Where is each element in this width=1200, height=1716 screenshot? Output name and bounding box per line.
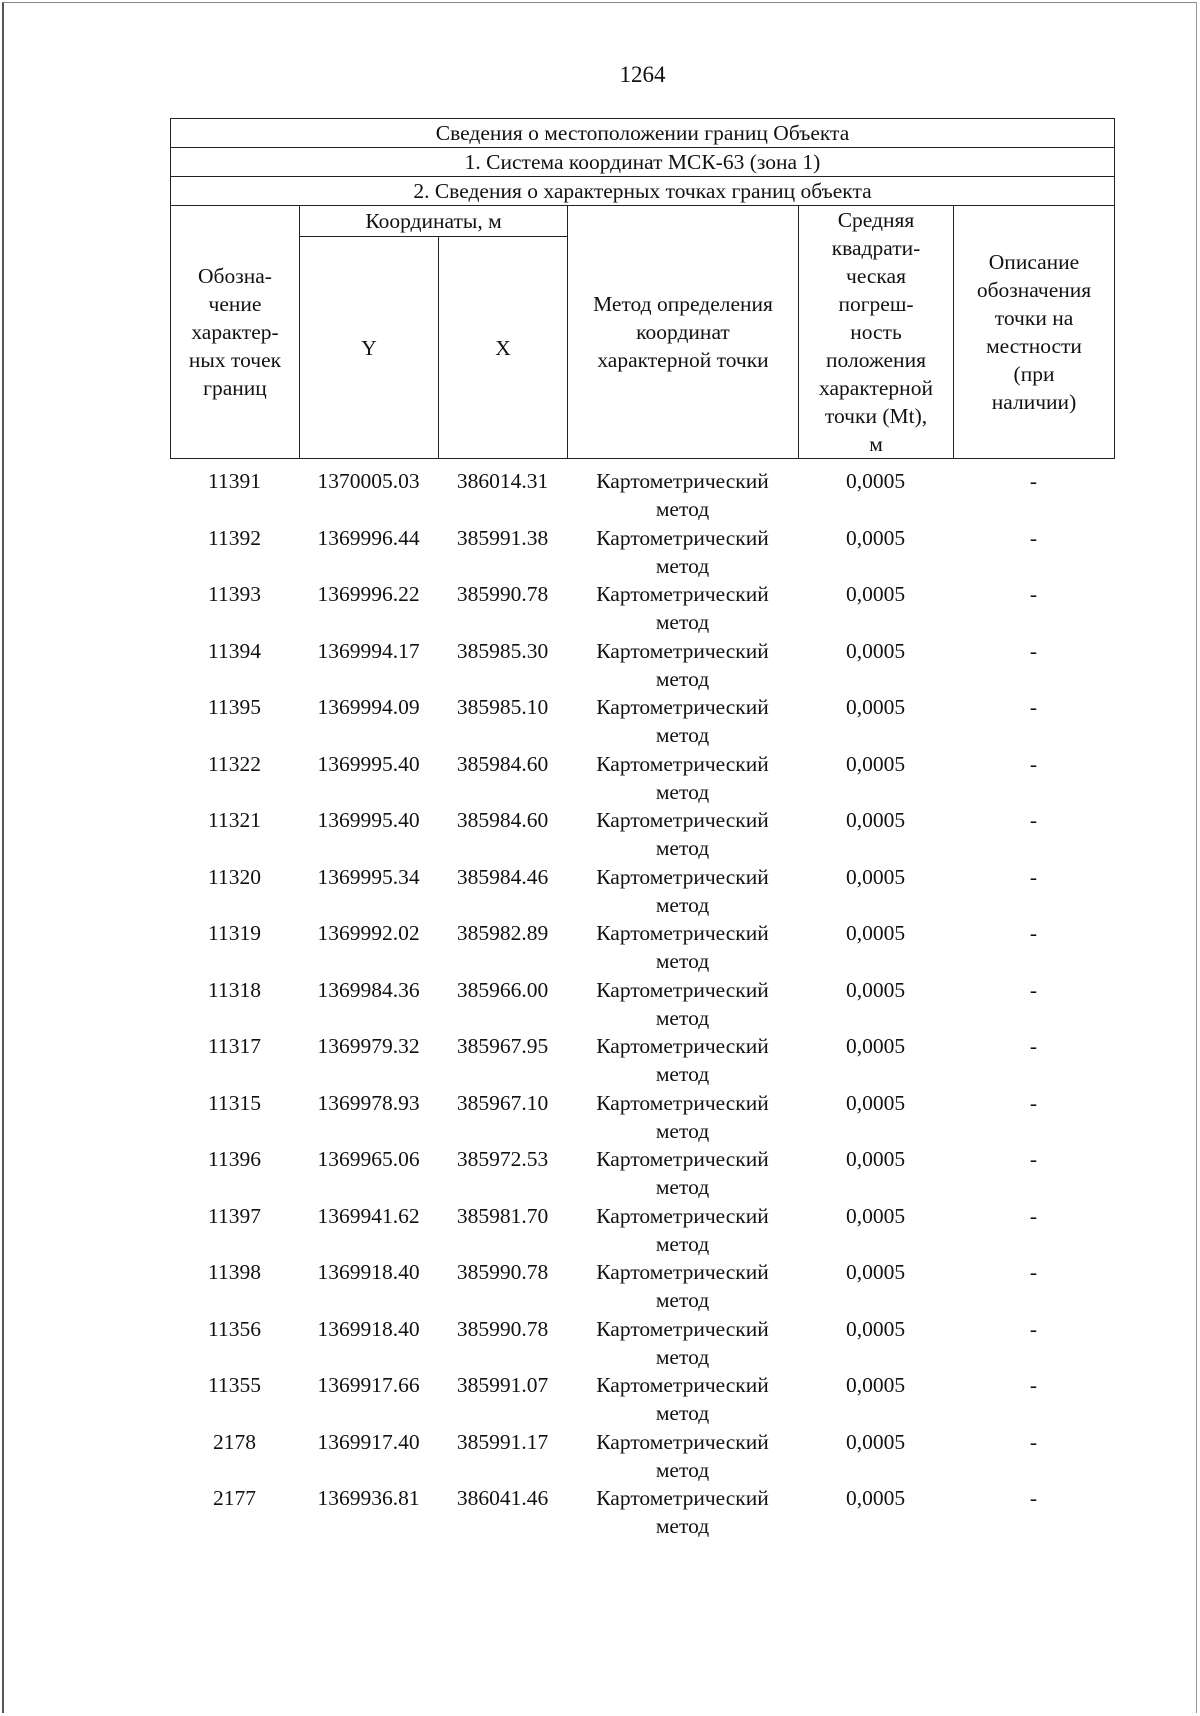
method-line: метод — [655, 1457, 710, 1482]
method-line: метод — [655, 1175, 710, 1199]
y-coordinate-cell: 1369965.06 — [317, 1147, 420, 1171]
method-line: Картометрический — [596, 525, 769, 550]
method-line: метод — [655, 610, 710, 634]
x-coordinate-cell: 385982.89 — [456, 921, 549, 945]
point-id-cell: 11320 — [208, 864, 261, 889]
method-line: Картометрический — [596, 1429, 769, 1454]
header-method-line: Метод определения — [593, 292, 773, 316]
error-cell: 0,0005 — [845, 1260, 906, 1284]
method-line: метод — [655, 1288, 710, 1312]
description-cell: - — [1029, 1373, 1038, 1397]
y-coordinate-cell: 1369996.44 — [317, 525, 420, 550]
method-cell — [567, 1089, 798, 1146]
table-row — [170, 1484, 1114, 1541]
header-error — [799, 206, 954, 459]
header-method-line: характерной точки — [597, 348, 769, 372]
method-line: Картометрический — [596, 864, 769, 889]
error-cell: 0,0005 — [845, 808, 906, 832]
point-id-cell: 11321 — [208, 808, 261, 832]
x-coordinate-cell: 385984.60 — [456, 808, 549, 832]
method-cell — [567, 637, 798, 694]
method-line: Картометрический — [596, 977, 769, 1002]
method-cell — [567, 1145, 798, 1202]
x-coordinate-cell: 385985.10 — [456, 695, 549, 719]
header-point-id — [171, 206, 300, 459]
header-description-line: наличии) — [991, 390, 1077, 414]
method-line: Картометрический — [596, 751, 769, 776]
error-cell: 0,0005 — [845, 1429, 906, 1454]
description-cell: - — [1029, 582, 1038, 606]
header-coordinates: Координаты, м — [300, 206, 568, 237]
description-cell: - — [1029, 1203, 1038, 1228]
y-coordinate-cell: 1369992.02 — [317, 921, 420, 945]
header-error-line: характерной — [819, 376, 933, 400]
method-cell — [567, 919, 798, 976]
method-line: метод — [655, 497, 710, 521]
header-error-line: точки (Mt), — [824, 404, 928, 428]
table-row — [170, 1371, 1114, 1428]
method-cell — [567, 467, 798, 524]
y-coordinate-cell: 1369995.40 — [317, 751, 420, 776]
page-number: 1264 — [619, 62, 666, 87]
error-cell: 0,0005 — [845, 1486, 906, 1510]
point-id-cell: 11355 — [208, 1373, 261, 1397]
method-cell — [567, 863, 798, 920]
table-row — [170, 806, 1114, 863]
method-cell — [567, 1315, 798, 1372]
method-cell — [567, 1202, 798, 1259]
method-line: метод — [655, 1062, 710, 1086]
method-line: Картометрический — [596, 1090, 769, 1115]
header-x: X — [439, 237, 568, 459]
method-cell — [567, 976, 798, 1033]
points-table — [170, 467, 1114, 1541]
method-cell — [567, 1428, 798, 1485]
method-line: метод — [655, 892, 710, 917]
method-line: Картометрический — [596, 808, 769, 832]
point-id-cell: 11356 — [208, 1316, 261, 1341]
description-cell: - — [1029, 1429, 1038, 1454]
header-error-line: м — [869, 432, 883, 456]
x-coordinate-cell: 385984.46 — [456, 864, 549, 889]
y-coordinate-cell: 1369918.40 — [317, 1316, 420, 1341]
error-cell: 0,0005 — [845, 695, 906, 719]
header-y: Y — [300, 237, 439, 459]
description-cell: - — [1029, 469, 1038, 493]
table-row — [170, 580, 1114, 637]
method-line: метод — [655, 1118, 710, 1143]
point-id-cell: 11394 — [208, 638, 261, 663]
points-table-body — [170, 467, 1114, 1541]
y-coordinate-cell: 1369995.34 — [317, 864, 420, 889]
method-line: метод — [655, 1231, 710, 1256]
description-cell: - — [1029, 1034, 1038, 1058]
y-coordinate-cell: 1369918.40 — [317, 1260, 420, 1284]
header-description-line: (при — [1013, 362, 1055, 386]
method-cell — [567, 1258, 798, 1315]
method-cell — [567, 1484, 798, 1541]
table-row — [170, 919, 1114, 976]
point-id-cell: 11398 — [208, 1260, 261, 1284]
y-coordinate-cell: 1369979.32 — [317, 1034, 420, 1058]
x-coordinate-cell: 385966.00 — [456, 977, 549, 1002]
method-line: Картометрический — [596, 1260, 769, 1284]
error-cell: 0,0005 — [845, 921, 906, 945]
description-cell: - — [1029, 751, 1038, 776]
header-point-id-line: Обозна- — [198, 264, 272, 288]
description-cell: - — [1029, 1486, 1038, 1510]
y-coordinate-cell: 1369917.66 — [317, 1373, 420, 1397]
point-id-cell: 2178 — [213, 1429, 256, 1454]
y-coordinate-cell: 1370005.03 — [317, 469, 420, 493]
description-cell: - — [1029, 1316, 1038, 1341]
description-cell: - — [1029, 977, 1038, 1002]
point-id-cell: 11393 — [208, 582, 261, 606]
header-error-line: ческая — [846, 264, 906, 288]
y-coordinate-cell: 1369978.93 — [317, 1090, 420, 1115]
method-cell — [567, 1032, 798, 1089]
table-row — [170, 1428, 1114, 1485]
method-cell — [567, 1371, 798, 1428]
method-cell — [567, 693, 798, 750]
point-id-cell: 11396 — [208, 1147, 261, 1171]
header-description — [954, 206, 1115, 459]
y-coordinate-cell: 1369995.40 — [317, 808, 420, 832]
y-coordinate-cell: 1369994.09 — [317, 695, 420, 719]
error-cell: 0,0005 — [845, 751, 906, 776]
point-id-cell: 11317 — [208, 1034, 261, 1058]
table-row — [170, 637, 1114, 694]
header-error-line: квадрати- — [831, 236, 921, 260]
description-cell: - — [1029, 638, 1038, 663]
method-line: метод — [655, 1005, 710, 1030]
y-coordinate-cell: 1369936.81 — [317, 1486, 420, 1510]
point-id-cell: 11315 — [208, 1090, 261, 1115]
header-point-id-line: ных точек — [188, 348, 282, 372]
point-id-cell: 11397 — [208, 1203, 261, 1228]
method-line: Картометрический — [596, 921, 769, 945]
description-cell: - — [1029, 695, 1038, 719]
table-header — [170, 118, 1115, 459]
method-line: метод — [655, 723, 710, 747]
table-row — [170, 1032, 1114, 1089]
header-description-line: Описание — [988, 250, 1080, 274]
x-coordinate-cell: 385991.38 — [456, 525, 549, 550]
y-coordinate-cell: 1369941.62 — [317, 1203, 420, 1228]
x-coordinate-cell: 385967.95 — [456, 1034, 549, 1058]
x-coordinate-cell: 385984.60 — [456, 751, 549, 776]
table-row — [170, 467, 1114, 524]
error-cell: 0,0005 — [845, 469, 906, 493]
header-point-id-line: чение — [208, 292, 262, 316]
method-line: Картометрический — [596, 582, 769, 606]
description-cell: - — [1029, 1090, 1038, 1115]
header-error-line: положения — [826, 348, 926, 372]
method-cell — [567, 580, 798, 637]
header-description-line: точки на — [994, 306, 1074, 330]
header-point-id-line: границ — [203, 376, 267, 400]
header-error-line: ность — [850, 320, 902, 344]
x-coordinate-cell: 385990.78 — [456, 1316, 549, 1341]
table-row — [170, 1258, 1114, 1315]
method-line: Картометрический — [596, 1373, 769, 1397]
error-cell: 0,0005 — [845, 1203, 906, 1228]
x-coordinate-cell: 385981.70 — [456, 1203, 549, 1228]
method-cell — [567, 524, 798, 581]
table-row — [170, 750, 1114, 807]
error-cell: 0,0005 — [845, 1090, 906, 1115]
method-line: Картометрический — [596, 1486, 769, 1510]
method-line: метод — [655, 1401, 710, 1425]
description-cell: - — [1029, 1260, 1038, 1284]
error-cell: 0,0005 — [845, 525, 906, 550]
header-error-line: погреш- — [838, 292, 914, 316]
method-line: метод — [655, 836, 710, 860]
header-method-line: координат — [636, 320, 730, 344]
description-cell: - — [1029, 921, 1038, 945]
method-line: метод — [655, 779, 710, 804]
error-cell: 0,0005 — [845, 638, 906, 663]
method-line: Картометрический — [596, 1147, 769, 1171]
header-point-id-line: характер- — [191, 320, 279, 344]
method-line: метод — [655, 1344, 710, 1369]
method-line: Картометрический — [596, 1034, 769, 1058]
table-row — [170, 693, 1114, 750]
x-coordinate-cell: 385967.10 — [456, 1090, 549, 1115]
point-id-cell: 11319 — [208, 921, 261, 945]
x-coordinate-cell: 386041.46 — [456, 1486, 549, 1510]
table-row — [170, 976, 1114, 1033]
y-coordinate-cell: 1369996.22 — [317, 582, 420, 606]
header-description-line: обозначения — [976, 278, 1092, 302]
table-row — [170, 1145, 1114, 1202]
method-line: Картометрический — [596, 695, 769, 719]
method-line: Картометрический — [596, 1203, 769, 1228]
point-id-cell: 2177 — [213, 1486, 256, 1510]
table-row — [170, 863, 1114, 920]
y-coordinate-cell: 1369917.40 — [317, 1429, 420, 1454]
description-cell: - — [1029, 1147, 1038, 1171]
method-cell — [567, 750, 798, 807]
method-line: Картометрический — [596, 1316, 769, 1341]
error-cell: 0,0005 — [845, 1147, 906, 1171]
table-row — [170, 1089, 1114, 1146]
method-line: метод — [655, 666, 710, 691]
table-row — [170, 1315, 1114, 1372]
x-coordinate-cell: 385990.78 — [456, 582, 549, 606]
x-coordinate-cell: 385991.17 — [456, 1429, 549, 1454]
error-cell: 0,0005 — [845, 1316, 906, 1341]
method-line: метод — [655, 1514, 710, 1538]
header-description-line: местности — [986, 334, 1082, 358]
error-cell: 0,0005 — [845, 1373, 906, 1397]
description-cell: - — [1029, 808, 1038, 832]
method-line: Картометрический — [596, 469, 769, 493]
table-row — [170, 1202, 1114, 1259]
table-row — [170, 524, 1114, 581]
error-cell: 0,0005 — [845, 864, 906, 889]
description-cell: - — [1029, 864, 1038, 889]
header-error-line: Средняя — [837, 208, 915, 232]
y-coordinate-cell: 1369994.17 — [317, 638, 420, 663]
coordinate-system-title: 1. Система координат МСК-63 (зона 1) — [171, 148, 1115, 177]
point-id-cell: 11322 — [208, 751, 261, 776]
method-cell — [567, 806, 798, 863]
x-coordinate-cell: 385972.53 — [456, 1147, 549, 1171]
header-method — [568, 206, 799, 459]
point-id-cell: 11391 — [208, 469, 261, 493]
point-id-cell: 11392 — [208, 525, 261, 550]
point-id-cell: 11318 — [208, 977, 261, 1002]
x-coordinate-cell: 386014.31 — [456, 469, 549, 493]
x-coordinate-cell: 385991.07 — [456, 1373, 549, 1397]
table-title: Сведения о местоположении границ Объекта — [171, 119, 1115, 148]
point-id-cell: 11395 — [208, 695, 261, 719]
description-cell: - — [1029, 525, 1038, 550]
method-line: метод — [655, 949, 710, 973]
x-coordinate-cell: 385990.78 — [456, 1260, 549, 1284]
method-line: Картометрический — [596, 638, 769, 663]
error-cell: 0,0005 — [845, 1034, 906, 1058]
x-coordinate-cell: 385985.30 — [456, 638, 549, 663]
method-line: метод — [655, 553, 710, 578]
error-cell: 0,0005 — [845, 582, 906, 606]
points-section-title: 2. Сведения о характерных точках границ объекта — [171, 177, 1115, 206]
y-coordinate-cell: 1369984.36 — [317, 977, 420, 1002]
error-cell: 0,0005 — [845, 977, 906, 1002]
